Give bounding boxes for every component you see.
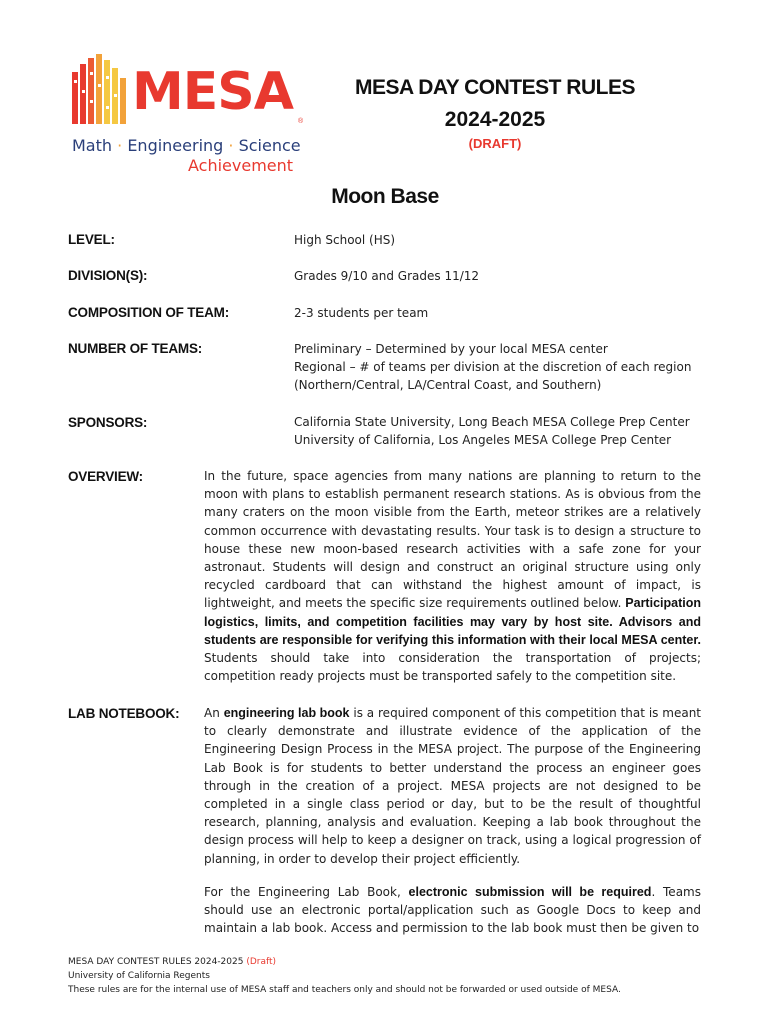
document-title: MESA DAY CONTEST RULES: [355, 76, 635, 99]
logo-subtitle: [72, 136, 301, 155]
overview-bold-notice: Participation logistics, limits, and competition facilities may vary by host site. Advisors and students are responsible for verifying this information with their local MESA center.: [204, 596, 701, 647]
lab-notebook-label: LAB NOTEBOOK:: [68, 706, 180, 721]
number-of-teams-line-3: (Northern/Central, LA/Central Coast, and Southern): [294, 378, 602, 392]
composition-value: 2-3 students per team: [294, 306, 429, 320]
overview-label: OVERVIEW:: [68, 469, 143, 484]
number-of-teams-value: [294, 340, 691, 394]
number-of-teams-label: NUMBER OF TEAMS:: [68, 341, 203, 356]
footer-draft: (Draft): [246, 957, 277, 967]
lab-notebook-paragraph-2: [204, 883, 701, 938]
lab-notebook-p1-a: An: [204, 706, 224, 720]
level-value: High School (HS): [294, 233, 396, 247]
lab-notebook-p2-bold: electronic submission will be required: [408, 885, 652, 899]
sponsors-value: [294, 413, 690, 449]
number-of-teams-line-1: Preliminary – Determined by your local MESA center: [294, 342, 608, 356]
logo-sub-math: Math: [72, 136, 113, 155]
logo-sub-science: Science: [238, 136, 301, 155]
building-bars-icon: [72, 54, 126, 124]
draft-label: (DRAFT): [468, 136, 522, 151]
footer-disclaimer: These rules are for the internal use of MESA staff and teachers only and should not be forwarded or used outside of MESA.: [68, 985, 621, 995]
sponsors-label: SPONSORS:: [68, 415, 148, 430]
divisions-label: DIVISION(S):: [68, 268, 148, 283]
overview-text-1: In the future, space agencies from many nations are planning to return to the moon with plans to establish permanent research stations. As is obvious from the many craters on the moon visible from the Earth, meteor strikes are a relatively common occurrence with devastating results. Your task is to design a structure to house these new moon-based research activities with a safe zone for your astronaut. Students will design and construct an original structure using only recycled cardboard that can withstand the highest amount of impact, is lightweight, and meets the specific size requirements outlined below.: [204, 469, 701, 611]
footer-title-text: MESA DAY CONTEST RULES 2024-2025: [68, 957, 247, 967]
lab-notebook-paragraph-1: [204, 704, 701, 868]
lab-notebook-p1-bold: engineering lab book: [223, 706, 350, 720]
level-label: LEVEL:: [68, 232, 115, 247]
contest-name: Moon Base: [331, 185, 439, 208]
footer-regents: University of California Regents: [68, 971, 210, 981]
composition-label: COMPOSITION OF TEAM:: [68, 305, 229, 320]
divisions-value: Grades 9/10 and Grades 11/12: [294, 269, 480, 283]
sponsor-line-1: California State University, Long Beach MESA College Prep Center: [294, 415, 690, 429]
document-year: 2024-2025: [444, 108, 546, 131]
logo-wordmark: MESA: [132, 62, 293, 122]
lab-notebook-p1-b: is a required component of this competition that is meant to clearly demonstrate and illustrate evidence of the application of the Engineering Design Process in the MESA project. The purpose of the Engineering Lab Book is for students to better understand the process an engineer goes through in the creation of a project. MESA projects are not designed to be completed in a single class period or day, but to be the result of thoughtful research, planning, analysis and evaluation. Keeping a lab book throughout the design process will help to keep a designer on track, using a logical progression of planning, in order to develop their project efficiently.: [204, 706, 702, 866]
sponsor-line-2: University of California, Los Angeles MESA College Prep Center: [294, 433, 672, 447]
logo-sub-dot-2: ·: [228, 136, 234, 155]
footer-title: [68, 957, 276, 967]
logo-sub-engineering: Engineering: [127, 136, 224, 155]
overview-text-2: Students should take into consideration the transportation of projects; competition ready projects must be transported safely to the competition site.: [204, 651, 701, 684]
logo-trademark: ®: [298, 118, 304, 125]
logo-achievement: Achievement: [188, 156, 294, 175]
lab-notebook-p2-a: For the Engineering Lab Book,: [204, 885, 409, 899]
number-of-teams-line-2: Regional – # of teams per division at the discretion of each region: [294, 360, 692, 374]
overview-paragraph: [204, 467, 701, 685]
lab-notebook-p2-b: . Teams should use an electronic portal/application such as Google Docs to keep and maintain a lab book. Access and permission to the lab book must then be given to: [204, 885, 701, 936]
logo-sub-dot-1: ·: [117, 136, 123, 155]
